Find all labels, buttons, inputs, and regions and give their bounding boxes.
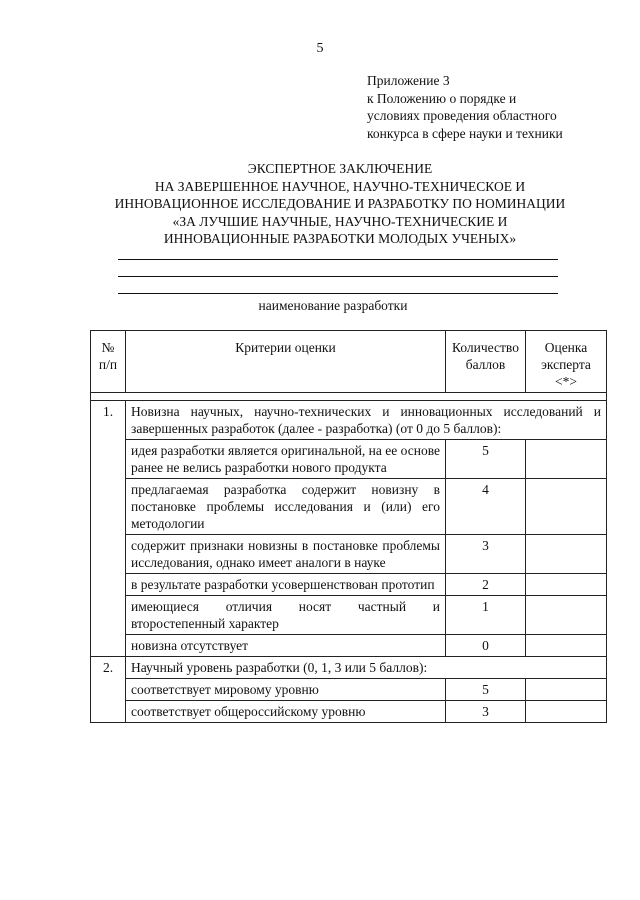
header-num-line: № <box>101 340 115 355</box>
empty-num-cell <box>91 635 126 657</box>
expert-score-cell[interactable] <box>526 701 607 723</box>
empty-num-cell <box>91 440 126 479</box>
header-expert-line: эксперта <box>541 357 591 372</box>
expert-score-cell[interactable] <box>526 596 607 635</box>
document-title <box>60 160 620 248</box>
header-num <box>91 331 126 393</box>
title-line: «ЗА ЛУЧШИЕ НАУЧНЫЕ, НАУЧНО-ТЕХНИЧЕСКИЕ И <box>172 213 508 229</box>
section-row <box>91 401 607 440</box>
expert-score-cell[interactable] <box>526 574 607 596</box>
table-header-row <box>91 331 607 393</box>
empty-num-cell <box>91 535 126 574</box>
empty-num-cell <box>91 679 126 701</box>
header-criteria: Критерии оценки <box>126 331 446 393</box>
empty-num-cell <box>91 574 126 596</box>
header-points-line: баллов <box>465 357 506 372</box>
criterion-text: соответствует мировому уровню <box>126 679 446 701</box>
criterion-text: соответствует общероссийскому уровню <box>126 701 446 723</box>
criterion-points: 2 <box>446 574 526 596</box>
development-name-caption: наименование разработки <box>258 298 408 313</box>
table-row <box>91 440 607 479</box>
spacer-cell <box>91 393 607 401</box>
appendix-line: конкурса в сфере науки и техники <box>367 125 563 141</box>
table-row <box>91 479 607 535</box>
title-line: ИННОВАЦИОННЫЕ РАЗРАБОТКИ МОЛОДЫХ УЧЕНЫХ» <box>163 231 517 246</box>
appendix-line: условиях проведения областного <box>367 108 557 123</box>
page-number: 5 <box>316 41 324 56</box>
criterion-text: предлагаемая разработка содержит новизну в постановке проблемы исследования и (или) его методологии <box>126 479 446 535</box>
criterion-points: 0 <box>446 635 526 657</box>
empty-num-cell <box>91 701 126 723</box>
header-expert-line: Оценка <box>544 340 588 355</box>
section-title: Новизна научных, научно-технических и инновационных исследований и завершенных разработок (далее - разработка) (от 0 до 5 баллов): <box>126 401 607 440</box>
criterion-text: в результате разработки усовершенствован прототип <box>126 574 446 596</box>
table-row <box>91 679 607 701</box>
fill-in-line <box>118 259 558 260</box>
header-points <box>446 331 526 393</box>
section-row <box>91 657 607 679</box>
table-row <box>91 574 607 596</box>
spacer-row <box>91 393 607 401</box>
table-row <box>91 701 607 723</box>
fill-in-line <box>118 276 558 277</box>
header-points-line: Количество <box>452 340 519 355</box>
criterion-text: идея разработки является оригинальной, на ее основе ранее не велись разработки нового продукта <box>126 440 446 479</box>
expert-score-cell[interactable] <box>526 479 607 535</box>
header-expert-line: <*> <box>555 374 577 389</box>
table-row <box>91 535 607 574</box>
section-number: 1. <box>91 401 126 440</box>
title-line: ИННОВАЦИОННОЕ ИССЛЕДОВАНИЕ И РАЗРАБОТКУ ПО НОМИНАЦИИ <box>114 196 566 211</box>
section-number: 2. <box>91 657 126 679</box>
expert-score-cell[interactable] <box>526 679 607 701</box>
criterion-text: содержит признаки новизны в постановке проблемы исследования, однако имеет аналоги в науке <box>126 535 446 574</box>
criteria-table <box>90 330 607 723</box>
header-expert <box>526 331 607 393</box>
appendix-note <box>367 72 563 142</box>
expert-score-cell[interactable] <box>526 635 607 657</box>
expert-score-cell[interactable] <box>526 440 607 479</box>
criterion-points: 5 <box>446 440 526 479</box>
criterion-points: 3 <box>446 701 526 723</box>
table-row <box>91 635 607 657</box>
criterion-text: новизна отсутствует <box>126 635 446 657</box>
empty-num-cell <box>91 479 126 535</box>
fill-in-line <box>118 293 558 294</box>
title-line: ЭКСПЕРТНОЕ ЗАКЛЮЧЕНИЕ <box>247 161 433 176</box>
criterion-points: 5 <box>446 679 526 701</box>
expert-score-cell[interactable] <box>526 535 607 574</box>
criterion-points: 1 <box>446 596 526 635</box>
title-line: НА ЗАВЕРШЕННОЕ НАУЧНОЕ, НАУЧНО-ТЕХНИЧЕСКОЕ И <box>154 178 526 194</box>
criterion-points: 3 <box>446 535 526 574</box>
section-title: Научный уровень разработки (0, 1, 3 или 5 баллов): <box>126 657 607 679</box>
table-row <box>91 596 607 635</box>
appendix-line: Приложение 3 <box>367 73 450 88</box>
header-num-line: п/п <box>98 357 118 372</box>
appendix-line: к Положению о порядке и <box>367 90 517 106</box>
empty-num-cell <box>91 596 126 635</box>
criterion-text: имеющиеся отличия носят частный и второстепенный характер <box>126 596 446 635</box>
criterion-points: 4 <box>446 479 526 535</box>
